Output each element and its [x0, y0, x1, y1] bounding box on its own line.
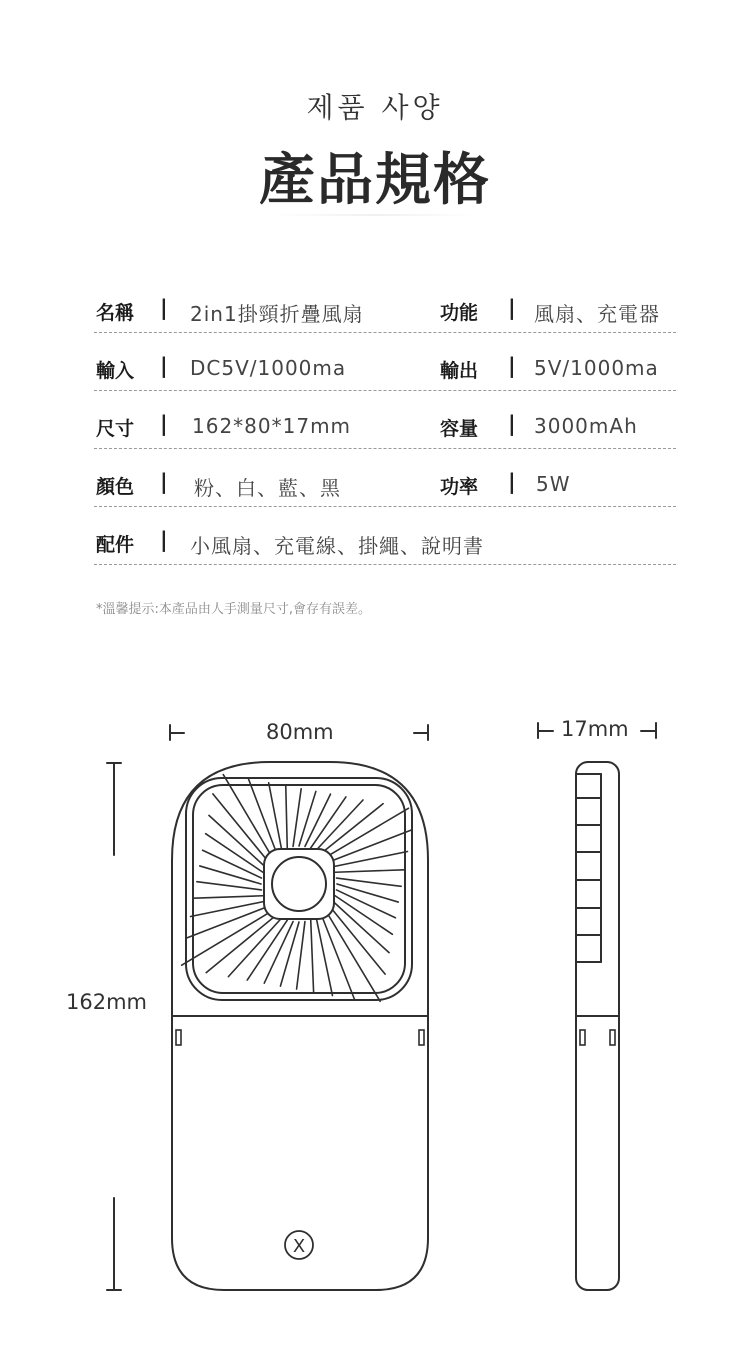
spec-label: 尺寸 — [96, 418, 135, 440]
spec-value: DC5V/1000ma — [190, 356, 347, 380]
fan-blade-line — [333, 851, 408, 866]
spec-separator: | — [160, 354, 168, 378]
width-dimension-label: 80mm — [266, 720, 334, 744]
spec-label: 功能 — [440, 302, 479, 324]
spec-label: 功率 — [440, 476, 479, 498]
fan-blade-line — [337, 878, 402, 886]
thickness-dimension-markers — [538, 723, 656, 738]
spec-separator: | — [160, 412, 168, 436]
fan-blade-line — [326, 911, 380, 1001]
page-title: 產品規格 — [259, 148, 491, 213]
fan-blade-line — [269, 783, 282, 850]
spec-value: 小風扇、充電線、掛繩、說明書 — [190, 534, 484, 558]
spec-value: 5W — [536, 472, 571, 496]
spec-separator: | — [160, 296, 168, 320]
fan-blade-line — [299, 791, 316, 846]
fan-blade-line — [293, 789, 301, 847]
spec-label: 輸出 — [440, 360, 479, 382]
fan-blade-line — [191, 901, 266, 916]
fan-blade-line — [311, 920, 314, 992]
fan-blade-line — [200, 866, 261, 884]
fan-blade-line — [337, 884, 398, 902]
spec-value: 粉、白、藍、黑 — [194, 476, 341, 500]
page-subtitle: 제품 사양 — [306, 91, 444, 124]
spec-separator: | — [160, 470, 168, 494]
fan-side-view — [576, 762, 619, 1290]
spec-separator: | — [508, 354, 516, 378]
spec-separator: | — [508, 296, 516, 320]
height-dimension-markers — [107, 763, 121, 1290]
fan-blade-line — [335, 870, 404, 872]
height-dimension-label: 162mm — [66, 990, 147, 1014]
button-symbol: X — [292, 1236, 306, 1257]
fan-blade-line — [286, 786, 287, 848]
fan-blade-line — [316, 918, 332, 996]
fan-blade-line — [297, 922, 305, 990]
spec-value: 風扇、充電器 — [534, 302, 660, 326]
fan-blade-line — [187, 906, 269, 938]
thickness-dimension-label: 17mm — [561, 717, 629, 741]
spec-separator: | — [508, 470, 516, 494]
spec-separator: | — [160, 528, 168, 552]
fan-blade-line — [280, 922, 299, 986]
width-dimension-markers — [170, 725, 428, 740]
spec-label: 名稱 — [96, 302, 135, 324]
fan-blade-line — [197, 882, 262, 890]
fan-blade-line — [182, 911, 272, 965]
fan-blade-line — [321, 915, 354, 1000]
spec-label: 顏色 — [96, 476, 135, 498]
spec-label: 配件 — [96, 534, 135, 556]
spec-separator: | — [508, 412, 516, 436]
spec-value: 2in1掛頸折疊風扇 — [190, 302, 364, 326]
spec-value: 5V/1000ma — [534, 356, 659, 380]
spec-label: 輸入 — [96, 360, 135, 382]
spec-value: 162*80*17mm — [192, 414, 352, 438]
fan-blade-line — [264, 922, 293, 984]
fan-blade-line — [194, 896, 263, 898]
measurement-note: *溫馨提示:本產品由人手測量尺寸,會存有誤差。 — [96, 602, 372, 617]
fan-front-view — [172, 762, 428, 1290]
spec-value: 3000mAh — [534, 414, 638, 438]
spec-label: 容量 — [440, 418, 479, 440]
fan-blade-line — [330, 830, 412, 862]
